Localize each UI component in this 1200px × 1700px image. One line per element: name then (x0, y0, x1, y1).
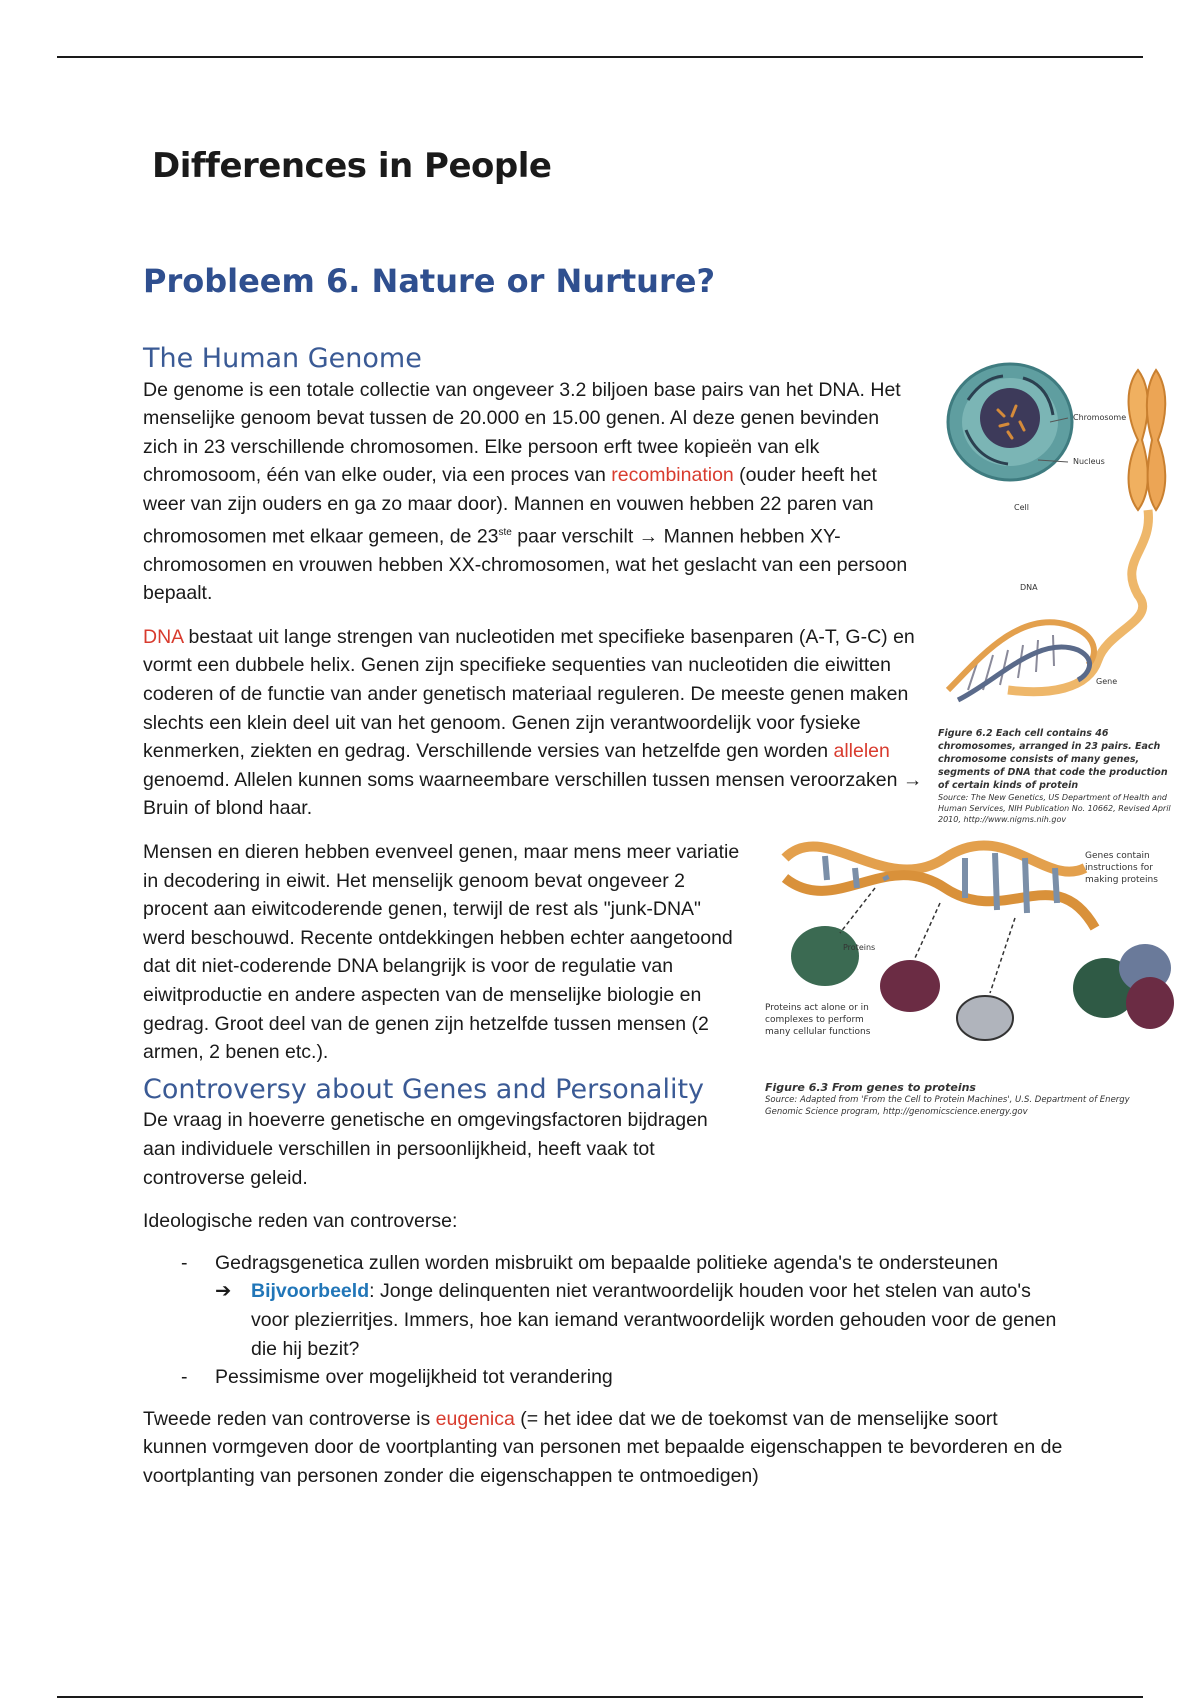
figure-6-3-caption: Figure 6.3 From genes to proteins Source: Adapted from 'From the Cell to Protein Machines', U.S. Department of Energy Genomic Science program, http://genomicscience.energy.gov (765, 1081, 1130, 1117)
section-heading-controversy: Controversy about Genes and Personality (143, 1073, 705, 1105)
chromosome-illustration (938, 360, 1183, 720)
paragraph-controversy-3: Tweede reden van controverse is eugenica (= het idee dat we de toekomst van de menselijke soort kunnen vormgeven door de voortplanting van personen met bepaalde eigenschappen te bevorderen en de voortplanting van personen zonder die eigenschappen te ontmoedigen) (143, 1407, 1063, 1487)
figure-6-3 (765, 828, 1175, 1138)
paragraph-controversy-2: Ideologische reden van controverse: (143, 1210, 458, 1233)
label-gene: Gene (1096, 677, 1118, 686)
term-eugenica: eugenica (435, 1407, 515, 1430)
list-item: - Gedragsgenetica zullen worden misbruikt om bepaalde politieke agenda's te ondersteunen ➔ Bijvoorbeeld: Jonge delinquenten niet verantwoordelijk houden voor het stelen van auto's voor plezierritjes. Immers, hoe kan iemand verantwoordelijk worden gehouden voor de genen die hij bezit? (143, 1249, 1073, 1363)
label-proteins: Proteins (843, 943, 876, 952)
term-dna: DNA (143, 625, 184, 648)
section-heading-genome: The Human Genome (143, 343, 422, 374)
paragraph-genome-1: De genome is een totale collectie van ongeveer 3.2 biljoen base pairs van het DNA. Het menselijke genoom bevat tussen de 20.000 en 15.00 genen. Al deze genen bevinden zich in 23 verschillende chromosomen. Elke persoon erft twee kopieën van elk chromosoom, één van elke ouder, via een proces van recombination (ouder heeft het weer van zijn ouders en ga zo maar door). Mannen en vouwen hebben 22 paren van chromosomen met elkaar gemeen, de 23ste paar verschilt → Mannen hebben XY-chromosomen en vrouwen hebben XX-chromosomen, wat het geslacht van een persoon bepaalt. (143, 378, 908, 605)
figure-6-2 (938, 360, 1183, 824)
paragraph-genome-3: Mensen en dieren hebben evenveel genen, maar mens meer variatie in decodering in eiwit. Het menselijk genoom bevat ongeveer 2 procent aan eiwitcoderende genen, terwijl de rest als "junk-DNA" werd beschouwd. Recente ontdekkingen hebben echter aangetoond dat dit niet-coderende DNA belangrijk is voor de regulatie van eiwitproductie en andere aspecten van de menselijke biologie en gedrag. Groot deel van de genen zijn hetzelfde tussen mensen (2 armen, 2 benen etc.). (143, 841, 740, 1064)
list-item: - Pessimisme over mogelijkheid tot verandering (181, 1366, 613, 1389)
top-rule (57, 56, 1143, 58)
label-dna: DNA (1020, 583, 1038, 592)
label-chromosome: Chromosome (1073, 413, 1127, 422)
term-allelen: allelen (833, 740, 890, 763)
bottom-rule (57, 1696, 1143, 1698)
problem-heading: Probleem 6. Nature or Nurture? (143, 262, 715, 300)
figure-6-2-caption: Figure 6.2 Each cell contains 46 chromosomes, arranged in 23 pairs. Each chromosome consists of many genes, segments of DNA that code the production of certain kinds of protein Source: The New Genetics, US Department of Health and Human Services, NIH Publication No. 10662, Revised April 2010, http://www.nigms.nih.gov (938, 728, 1171, 824)
paragraph-genome-2: DNA bestaat uit lange strengen van nucleotiden met specifieke basenparen (A-T, G-C) en vormt een dubbele helix. Genen zijn specifieke sequenties van nucleotiden die eiwitten coderen of de functie van ander genetisch materiaal reguleren. De meeste genen maken slechts een klein deel uit van het genoom. Genen zijn verantwoordelijk voor fysieke kenmerken, ziekten en gedrag. Verschillende versies van hetzelfde gen worden allelen genoemd. Allelen kunnen soms waarneembare verschillen tussen mensen veroorzaken → Bruin of blond haar. (143, 625, 923, 820)
label-cell: Cell (1014, 503, 1029, 512)
term-recombination: recombination (611, 464, 734, 487)
arrow-icon: ➔ (215, 1280, 232, 1303)
example-label: Bijvoorbeeld (251, 1280, 370, 1303)
paragraph-controversy-1: De vraag in hoeverre genetische en omgevingsfactoren bijdragen aan individuele verschillen in persoonlijkheid, heeft vaak tot controverse geleid. (143, 1109, 708, 1189)
controversy-list (143, 1249, 1073, 1392)
label-genes-instructions: Genes contain instructions for making proteins (1085, 851, 1158, 885)
label-nucleus: Nucleus (1073, 457, 1105, 466)
example-sub-item: ➔ Bijvoorbeeld: Jonge delinquenten niet verantwoordelijk houden voor het stelen van auto's voor plezierritjes. Immers, hoe kan iemand verantwoordelijk worden gehouden voor de genen die hij bezit? (215, 1277, 1073, 1363)
document-title: Differences in People (152, 146, 552, 186)
label-proteins-act: Proteins act alone or in complexes to perform many cellular functions (765, 1003, 871, 1037)
